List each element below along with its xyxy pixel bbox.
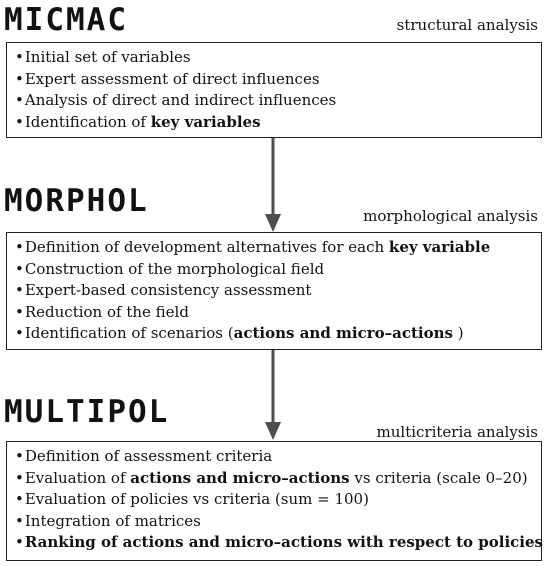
micmac-list xyxy=(15,47,533,133)
item-text: Expert-based consistency assessment xyxy=(24,281,312,300)
list-item xyxy=(15,532,543,554)
list-item xyxy=(15,69,533,91)
list-item xyxy=(15,323,533,345)
item-text: Reduction of the field xyxy=(24,302,189,321)
list-item xyxy=(15,47,533,69)
item-text: Definition of development alternatives for each xyxy=(24,238,389,256)
bullet-icon: • xyxy=(15,447,24,465)
item-text: Definition of assessment criteria xyxy=(24,447,273,465)
list-item xyxy=(15,468,533,490)
bullet-icon: • xyxy=(15,69,24,88)
emphasized-text: actions and micro–actions xyxy=(233,324,453,343)
multipol-title: MULTIPOL xyxy=(4,394,170,430)
item-text: Analysis of direct and indirect influences xyxy=(24,91,337,110)
morphol-box xyxy=(6,232,542,350)
list-item xyxy=(15,280,533,302)
bullet-icon: • xyxy=(15,91,24,110)
bullet-icon: • xyxy=(15,259,24,278)
bullet-icon: • xyxy=(15,112,24,131)
arrow-down-icon xyxy=(263,350,283,440)
arrow-down-icon xyxy=(263,138,283,232)
item-text: Construction of the morphological field xyxy=(24,259,325,278)
item-text: vs criteria (scale 0–20) xyxy=(349,468,528,487)
list-item xyxy=(15,489,533,511)
list-item xyxy=(15,90,533,112)
list-item xyxy=(15,112,533,134)
item-text: Evaluation of xyxy=(24,468,131,487)
emphasized-text: actions and micro–actions xyxy=(130,468,350,487)
item-text: ) xyxy=(452,324,464,343)
item-text: Integration of matrices xyxy=(24,511,201,530)
bullet-icon: • xyxy=(15,48,24,66)
list-item xyxy=(15,302,533,324)
bullet-icon: • xyxy=(15,302,24,321)
multipol-subtitle: multicriteria analysis xyxy=(376,423,538,441)
item-text: Expert assessment of direct influences xyxy=(24,69,320,88)
emphasized-text: Ranking of actions and micro–actions with respect to policies xyxy=(24,533,543,552)
bullet-icon: • xyxy=(15,324,24,343)
morphol-list xyxy=(15,237,533,345)
list-item xyxy=(15,237,533,259)
item-text: Evaluation of policies vs criteria (sum = 100) xyxy=(24,490,369,509)
bullet-icon: • xyxy=(15,533,24,552)
item-text: Identification of scenarios ( xyxy=(24,324,234,343)
bullet-icon: • xyxy=(15,490,24,509)
bullet-icon: • xyxy=(15,281,24,300)
item-text: Identification of xyxy=(24,112,151,131)
morphol-subtitle: morphological analysis xyxy=(363,207,538,225)
emphasized-text: key variables xyxy=(150,112,261,131)
bullet-icon: • xyxy=(15,511,24,530)
emphasized-text: key variable xyxy=(388,238,491,256)
micmac-subtitle: structural analysis xyxy=(396,16,538,34)
micmac-box xyxy=(6,42,542,138)
bullet-icon: • xyxy=(15,468,24,487)
list-item xyxy=(15,511,533,533)
item-text: Initial set of variables xyxy=(24,48,191,66)
morphol-title: MORPHOL xyxy=(4,183,149,219)
list-item xyxy=(15,446,533,468)
multipol-box xyxy=(6,441,542,561)
micmac-title: MICMAC xyxy=(4,2,128,38)
bullet-icon: • xyxy=(15,238,24,256)
list-item xyxy=(15,259,533,281)
multipol-list xyxy=(15,446,543,554)
